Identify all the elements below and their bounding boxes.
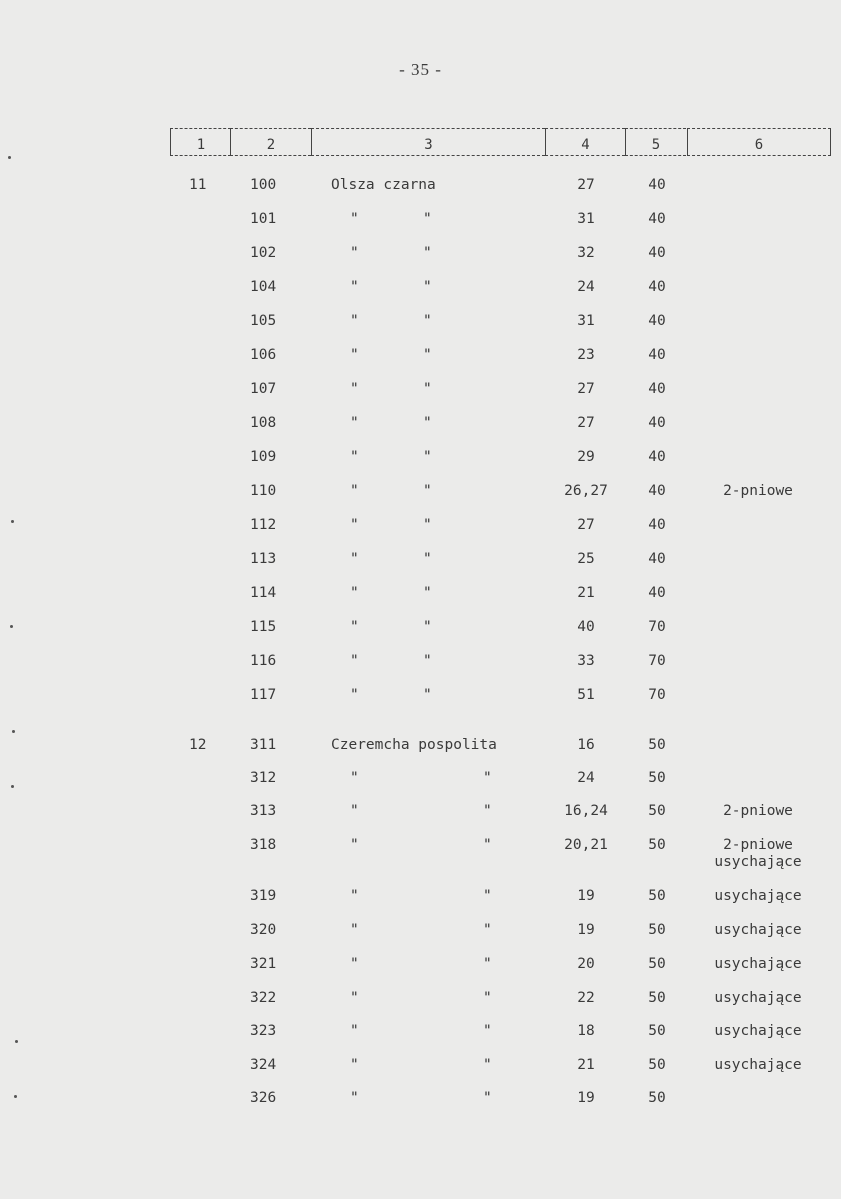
ditto-mark: " bbox=[423, 585, 432, 601]
table-row bbox=[0, 770, 841, 792]
group-cell: 11 bbox=[189, 177, 207, 193]
diameter-cell: 20,21 bbox=[564, 837, 608, 853]
tree-number-cell: 323 bbox=[250, 1023, 277, 1039]
diameter-cell: 26,27 bbox=[564, 483, 608, 499]
ditto-mark: " bbox=[423, 381, 432, 397]
ditto-mark: " bbox=[350, 347, 359, 363]
height-cell: 50 bbox=[648, 803, 666, 819]
ditto-mark: " bbox=[423, 483, 432, 499]
diameter-cell: 19 bbox=[577, 888, 595, 904]
height-cell: 40 bbox=[648, 347, 666, 363]
ditto-mark: " bbox=[423, 245, 432, 261]
table-row bbox=[0, 551, 841, 573]
ditto-mark: " bbox=[350, 1090, 359, 1106]
table-row bbox=[0, 381, 841, 403]
height-cell: 70 bbox=[648, 653, 666, 669]
diameter-cell: 22 bbox=[577, 990, 595, 1006]
diameter-cell: 16,24 bbox=[564, 803, 608, 819]
table-row bbox=[0, 177, 841, 199]
ditto-mark: " bbox=[350, 837, 359, 853]
table-row bbox=[0, 585, 841, 607]
table-row bbox=[0, 803, 841, 825]
remarks-cell: 2-pniowe bbox=[723, 483, 793, 499]
ditto-mark: " bbox=[350, 770, 359, 786]
tree-number-cell: 326 bbox=[250, 1090, 277, 1106]
height-cell: 40 bbox=[648, 313, 666, 329]
ditto-mark: " bbox=[350, 517, 359, 533]
ditto-mark: " bbox=[423, 653, 432, 669]
scan-speck bbox=[14, 1095, 17, 1098]
diameter-cell: 19 bbox=[577, 922, 595, 938]
ditto-mark: " bbox=[350, 990, 359, 1006]
tree-number-cell: 107 bbox=[250, 381, 277, 397]
remarks-cell: 2-pniowe bbox=[723, 837, 793, 853]
ditto-mark: " bbox=[350, 687, 359, 703]
tree-number-cell: 320 bbox=[250, 922, 277, 938]
table-row bbox=[0, 347, 841, 369]
ditto-mark: " bbox=[350, 313, 359, 329]
ditto-mark: " bbox=[423, 347, 432, 363]
ditto-mark: " bbox=[423, 687, 432, 703]
table-row bbox=[0, 956, 841, 978]
tree-number-cell: 311 bbox=[250, 737, 277, 753]
ditto-mark: " bbox=[483, 837, 492, 853]
group-cell: 12 bbox=[189, 737, 207, 753]
ditto-mark: " bbox=[483, 1057, 492, 1073]
scan-speck bbox=[8, 156, 11, 159]
height-cell: 40 bbox=[648, 551, 666, 567]
ditto-mark: " bbox=[350, 888, 359, 904]
tree-number-cell: 110 bbox=[250, 483, 277, 499]
height-cell: 40 bbox=[648, 517, 666, 533]
table-header bbox=[0, 128, 841, 156]
height-cell: 50 bbox=[648, 956, 666, 972]
table-row bbox=[0, 211, 841, 233]
height-cell: 50 bbox=[648, 837, 666, 853]
height-cell: 50 bbox=[648, 1023, 666, 1039]
diameter-cell: 29 bbox=[577, 449, 595, 465]
table-row bbox=[0, 1023, 841, 1045]
diameter-cell: 31 bbox=[577, 211, 595, 227]
ditto-mark: " bbox=[423, 313, 432, 329]
ditto-mark: " bbox=[483, 1090, 492, 1106]
remarks-cell: usychające bbox=[714, 1023, 802, 1039]
scan-speck bbox=[15, 1040, 18, 1043]
table-row bbox=[0, 888, 841, 910]
height-cell: 70 bbox=[648, 687, 666, 703]
table-row bbox=[0, 737, 841, 759]
tree-number-cell: 100 bbox=[250, 177, 277, 193]
ditto-mark: " bbox=[483, 770, 492, 786]
height-cell: 40 bbox=[648, 381, 666, 397]
height-cell: 40 bbox=[648, 449, 666, 465]
diameter-cell: 27 bbox=[577, 517, 595, 533]
tree-number-cell: 116 bbox=[250, 653, 277, 669]
ditto-mark: " bbox=[350, 279, 359, 295]
height-cell: 40 bbox=[648, 177, 666, 193]
diameter-cell: 25 bbox=[577, 551, 595, 567]
diameter-cell: 21 bbox=[577, 1057, 595, 1073]
height-cell: 50 bbox=[648, 888, 666, 904]
remarks-cell: usychające bbox=[714, 1057, 802, 1073]
ditto-mark: " bbox=[350, 619, 359, 635]
height-cell: 50 bbox=[648, 922, 666, 938]
height-cell: 40 bbox=[648, 211, 666, 227]
diameter-cell: 27 bbox=[577, 415, 595, 431]
ditto-mark: " bbox=[483, 888, 492, 904]
tree-number-cell: 106 bbox=[250, 347, 277, 363]
scan-speck bbox=[10, 625, 13, 628]
tree-number-cell: 322 bbox=[250, 990, 277, 1006]
tree-number-cell: 108 bbox=[250, 415, 277, 431]
tree-number-cell: 321 bbox=[250, 956, 277, 972]
table-row bbox=[0, 313, 841, 335]
table-row bbox=[0, 279, 841, 301]
tree-number-cell: 109 bbox=[250, 449, 277, 465]
height-cell: 40 bbox=[648, 483, 666, 499]
table-row bbox=[0, 415, 841, 437]
ditto-mark: " bbox=[350, 956, 359, 972]
ditto-mark: " bbox=[350, 483, 359, 499]
diameter-cell: 40 bbox=[577, 619, 595, 635]
diameter-cell: 21 bbox=[577, 585, 595, 601]
height-cell: 50 bbox=[648, 1057, 666, 1073]
remarks-cell: usychające bbox=[714, 922, 802, 938]
column-header: 4 bbox=[545, 128, 625, 156]
ditto-mark: " bbox=[350, 653, 359, 669]
ditto-mark: " bbox=[483, 922, 492, 938]
tree-number-cell: 101 bbox=[250, 211, 277, 227]
column-header: 1 bbox=[170, 128, 231, 156]
column-header: 5 bbox=[625, 128, 686, 156]
diameter-cell: 16 bbox=[577, 737, 595, 753]
table-row bbox=[0, 837, 841, 870]
tree-number-cell: 105 bbox=[250, 313, 277, 329]
tree-number-cell: 318 bbox=[250, 837, 277, 853]
ditto-mark: " bbox=[423, 517, 432, 533]
table-row bbox=[0, 1090, 841, 1112]
table-row bbox=[0, 1057, 841, 1079]
tree-number-cell: 319 bbox=[250, 888, 277, 904]
table-row bbox=[0, 687, 841, 709]
column-header: 2 bbox=[230, 128, 311, 156]
diameter-cell: 24 bbox=[577, 770, 595, 786]
diameter-cell: 24 bbox=[577, 279, 595, 295]
diameter-cell: 20 bbox=[577, 956, 595, 972]
scan-speck bbox=[11, 785, 14, 788]
tree-number-cell: 113 bbox=[250, 551, 277, 567]
ditto-mark: " bbox=[483, 803, 492, 819]
table-row bbox=[0, 653, 841, 675]
height-cell: 40 bbox=[648, 279, 666, 295]
diameter-cell: 23 bbox=[577, 347, 595, 363]
tree-number-cell: 313 bbox=[250, 803, 277, 819]
ditto-mark: " bbox=[350, 449, 359, 465]
height-cell: 40 bbox=[648, 245, 666, 261]
page-number: - 35 - bbox=[399, 60, 442, 79]
tree-number-cell: 104 bbox=[250, 279, 277, 295]
ditto-mark: " bbox=[350, 585, 359, 601]
diameter-cell: 31 bbox=[577, 313, 595, 329]
ditto-mark: " bbox=[483, 956, 492, 972]
remarks-cell: usychające bbox=[714, 888, 802, 904]
ditto-mark: " bbox=[483, 1023, 492, 1039]
scan-speck bbox=[12, 730, 15, 733]
column-header: 6 bbox=[687, 128, 831, 156]
ditto-mark: " bbox=[350, 415, 359, 431]
height-cell: 40 bbox=[648, 585, 666, 601]
height-cell: 50 bbox=[648, 770, 666, 786]
ditto-mark: " bbox=[423, 211, 432, 227]
height-cell: 70 bbox=[648, 619, 666, 635]
tree-number-cell: 115 bbox=[250, 619, 277, 635]
tree-number-cell: 117 bbox=[250, 687, 277, 703]
diameter-cell: 18 bbox=[577, 1023, 595, 1039]
tree-number-cell: 114 bbox=[250, 585, 277, 601]
table-row bbox=[0, 449, 841, 471]
tree-number-cell: 112 bbox=[250, 517, 277, 533]
species-cell: Olsza czarna bbox=[331, 177, 436, 193]
ditto-mark: " bbox=[483, 990, 492, 1006]
ditto-mark: " bbox=[350, 551, 359, 567]
remarks-cell-line2: usychające bbox=[714, 854, 802, 870]
remarks-cell: usychające bbox=[714, 990, 802, 1006]
ditto-mark: " bbox=[423, 551, 432, 567]
ditto-mark: " bbox=[350, 381, 359, 397]
height-cell: 50 bbox=[648, 1090, 666, 1106]
ditto-mark: " bbox=[423, 415, 432, 431]
table-row bbox=[0, 483, 841, 505]
table-row bbox=[0, 990, 841, 1012]
tree-number-cell: 102 bbox=[250, 245, 277, 261]
diameter-cell: 51 bbox=[577, 687, 595, 703]
ditto-mark: " bbox=[350, 211, 359, 227]
ditto-mark: " bbox=[423, 449, 432, 465]
diameter-cell: 27 bbox=[577, 177, 595, 193]
remarks-cell: usychające bbox=[714, 956, 802, 972]
remarks-cell: 2-pniowe bbox=[723, 803, 793, 819]
species-cell: Czeremcha pospolita bbox=[331, 737, 497, 753]
table-row bbox=[0, 245, 841, 267]
diameter-cell: 27 bbox=[577, 381, 595, 397]
ditto-mark: " bbox=[350, 803, 359, 819]
table-row bbox=[0, 517, 841, 539]
height-cell: 50 bbox=[648, 990, 666, 1006]
diameter-cell: 19 bbox=[577, 1090, 595, 1106]
ditto-mark: " bbox=[423, 619, 432, 635]
tree-number-cell: 324 bbox=[250, 1057, 277, 1073]
column-header: 3 bbox=[311, 128, 545, 156]
table-row bbox=[0, 922, 841, 944]
ditto-mark: " bbox=[350, 922, 359, 938]
ditto-mark: " bbox=[423, 279, 432, 295]
diameter-cell: 32 bbox=[577, 245, 595, 261]
ditto-mark: " bbox=[350, 1023, 359, 1039]
ditto-mark: " bbox=[350, 245, 359, 261]
height-cell: 40 bbox=[648, 415, 666, 431]
scan-speck bbox=[11, 520, 14, 523]
table-row bbox=[0, 619, 841, 641]
height-cell: 50 bbox=[648, 737, 666, 753]
ditto-mark: " bbox=[350, 1057, 359, 1073]
diameter-cell: 33 bbox=[577, 653, 595, 669]
tree-number-cell: 312 bbox=[250, 770, 277, 786]
